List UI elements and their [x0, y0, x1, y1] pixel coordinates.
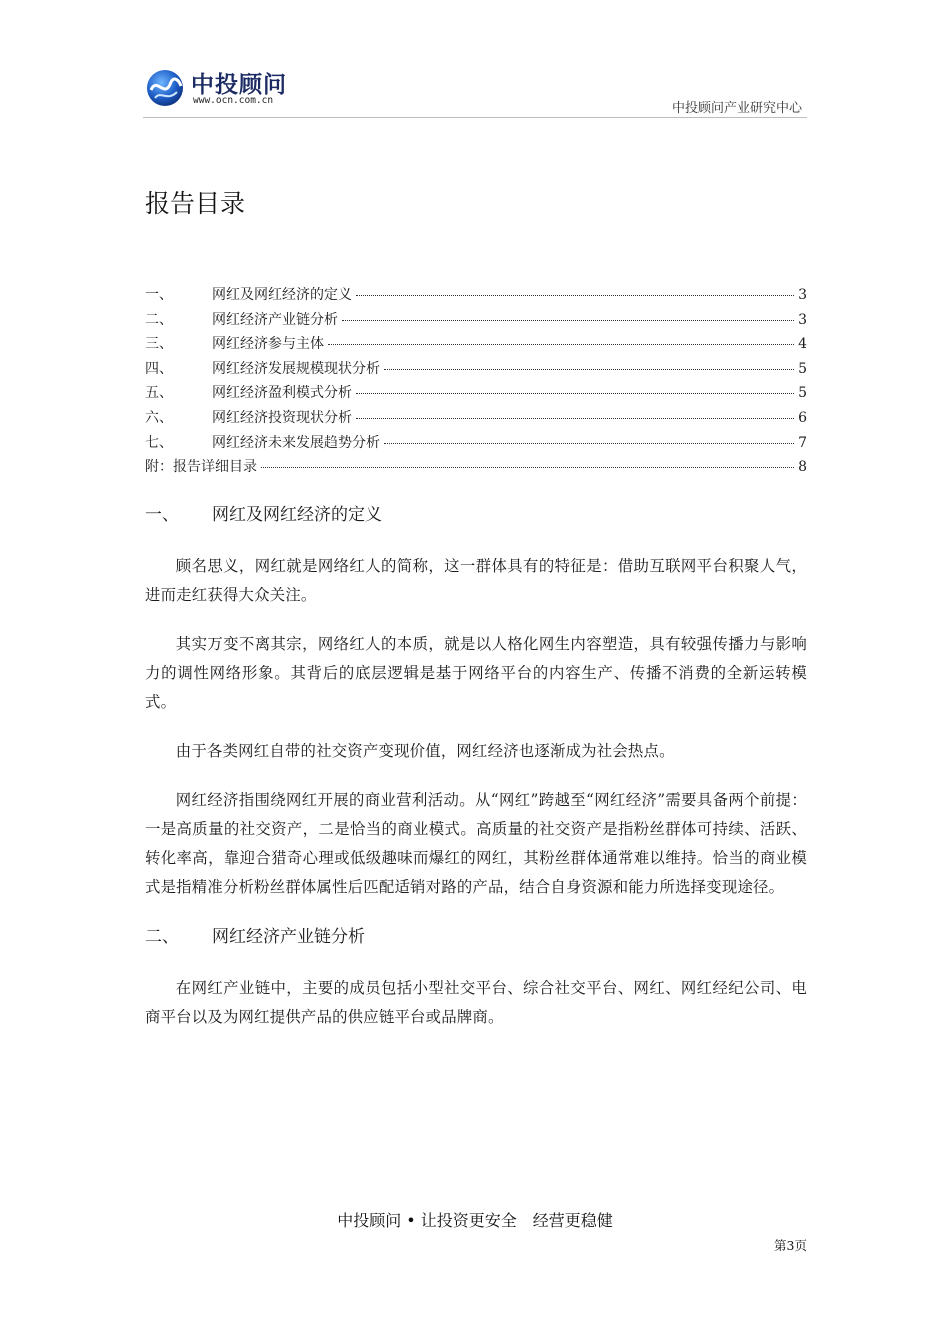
toc-entry-number: 三、	[145, 336, 173, 353]
page-number: 第3页	[774, 1238, 807, 1253]
toc-entry[interactable]	[145, 358, 807, 383]
toc-leader	[356, 393, 794, 394]
toc-entry-number: 六、	[145, 409, 173, 426]
toc-entry[interactable]	[145, 284, 807, 309]
toc-entry[interactable]	[145, 382, 807, 407]
section-heading	[145, 922, 807, 952]
toc-leader	[384, 369, 794, 370]
toc-entry-number: 四、	[145, 360, 173, 377]
table-of-contents	[145, 284, 807, 481]
section-number: 一、	[145, 505, 179, 525]
paragraph: 网红经济指围绕网红开展的商业营利活动。从“网红”跨越至“网红经济”需要具备两个前提：一是高质量的社交资产，二是恰当的商业模式。高质量的社交资产是指粉丝群体可持续、活跃、转化率高，靠迎合猎奇心理或低级趣味而爆红的网红，其粉丝群体通常难以维持。恰当的商业模式是指精准分析粉丝群体属性后匹配适销对路的产品，结合自身资源和能力所选择变现途径。	[145, 791, 807, 896]
toc-leader	[261, 467, 794, 468]
toc-entry-number: 二、	[145, 311, 173, 328]
header-org: 中投顾问产业研究中心	[671, 101, 802, 116]
toc-entry-title: 网红经济未来发展趋势分析	[212, 434, 380, 451]
toc-entry[interactable]	[145, 432, 807, 457]
toc-entry-page: 5	[798, 385, 807, 402]
logo-url: www.ocn.com.cn	[193, 95, 274, 106]
toc-leader	[342, 320, 794, 321]
toc-entry-title: 网红经济盈利模式分析	[212, 385, 352, 402]
toc-leader	[384, 443, 794, 444]
toc-entry[interactable]	[145, 407, 807, 432]
logo-name: 中投顾问	[191, 72, 287, 98]
toc-title: 报告目录	[145, 189, 246, 218]
toc-leader	[356, 418, 794, 419]
paragraph: 在网红产业链中，主要的成员包括小型社交平台、综合社交平台、网红、网红经纪公司、电商平台以及为网红提供产品的供应链平台或品牌商。	[145, 979, 807, 1026]
toc-entry-number: 七、	[145, 434, 173, 451]
toc-entry-page: 4	[798, 336, 807, 353]
toc-entry-title: 网红及网红经济的定义	[212, 287, 352, 303]
section-title: 网红及网红经济的定义	[212, 505, 382, 525]
toc-entry-title: 网红经济投资现状分析	[212, 409, 352, 426]
toc-entry-page: 8	[798, 459, 807, 476]
toc-entry-page: 5	[798, 360, 807, 377]
document-body	[145, 500, 807, 1052]
toc-entry[interactable]	[145, 309, 807, 334]
toc-entry-page: 6	[798, 409, 807, 426]
section-heading	[145, 500, 807, 530]
toc-leader	[356, 295, 794, 296]
toc-entry-title: 网红经济参与主体	[212, 336, 324, 353]
toc-entry[interactable]	[145, 333, 807, 358]
header-divider	[143, 117, 807, 118]
company-logo	[143, 66, 293, 112]
toc-leader	[328, 344, 794, 345]
section-title: 网红经济产业链分析	[212, 927, 365, 947]
toc-entry-number: 一、	[145, 287, 173, 303]
toc-entry-title: 网红经济发展规模现状分析	[212, 360, 380, 377]
toc-entry-title: 网红经济产业链分析	[212, 311, 338, 328]
toc-entry-appendix[interactable]	[145, 456, 807, 481]
paragraph: 顾名思义，网红就是网络红人的简称，这一群体具有的特征是：借助互联网平台积聚人气，进而走红获得大众关注。	[145, 557, 807, 604]
toc-entry-title: 附：报告详细目录	[145, 459, 257, 476]
toc-entry-page: 3	[798, 311, 807, 328]
section-number: 二、	[145, 927, 179, 947]
ocn-logo-icon	[143, 68, 187, 108]
paragraph: 由于各类网红自带的社交资产变现价值，网红经济也逐渐成为社会热点。	[175, 742, 675, 760]
toc-entry-number: 五、	[145, 385, 173, 402]
paragraph: 其实万变不离其宗，网络红人的本质，就是以人格化网生内容塑造，具有较强传播力与影响力的调性网络形象。其背后的底层逻辑是基于网络平台的内容生产、传播不消费的全新运转模式。	[145, 635, 807, 711]
toc-entry-page: 7	[798, 434, 807, 451]
footer-slogan: 中投顾问 • 让投资更安全 经营更稳健	[337, 1211, 613, 1230]
toc-entry-page: 3	[798, 287, 807, 303]
